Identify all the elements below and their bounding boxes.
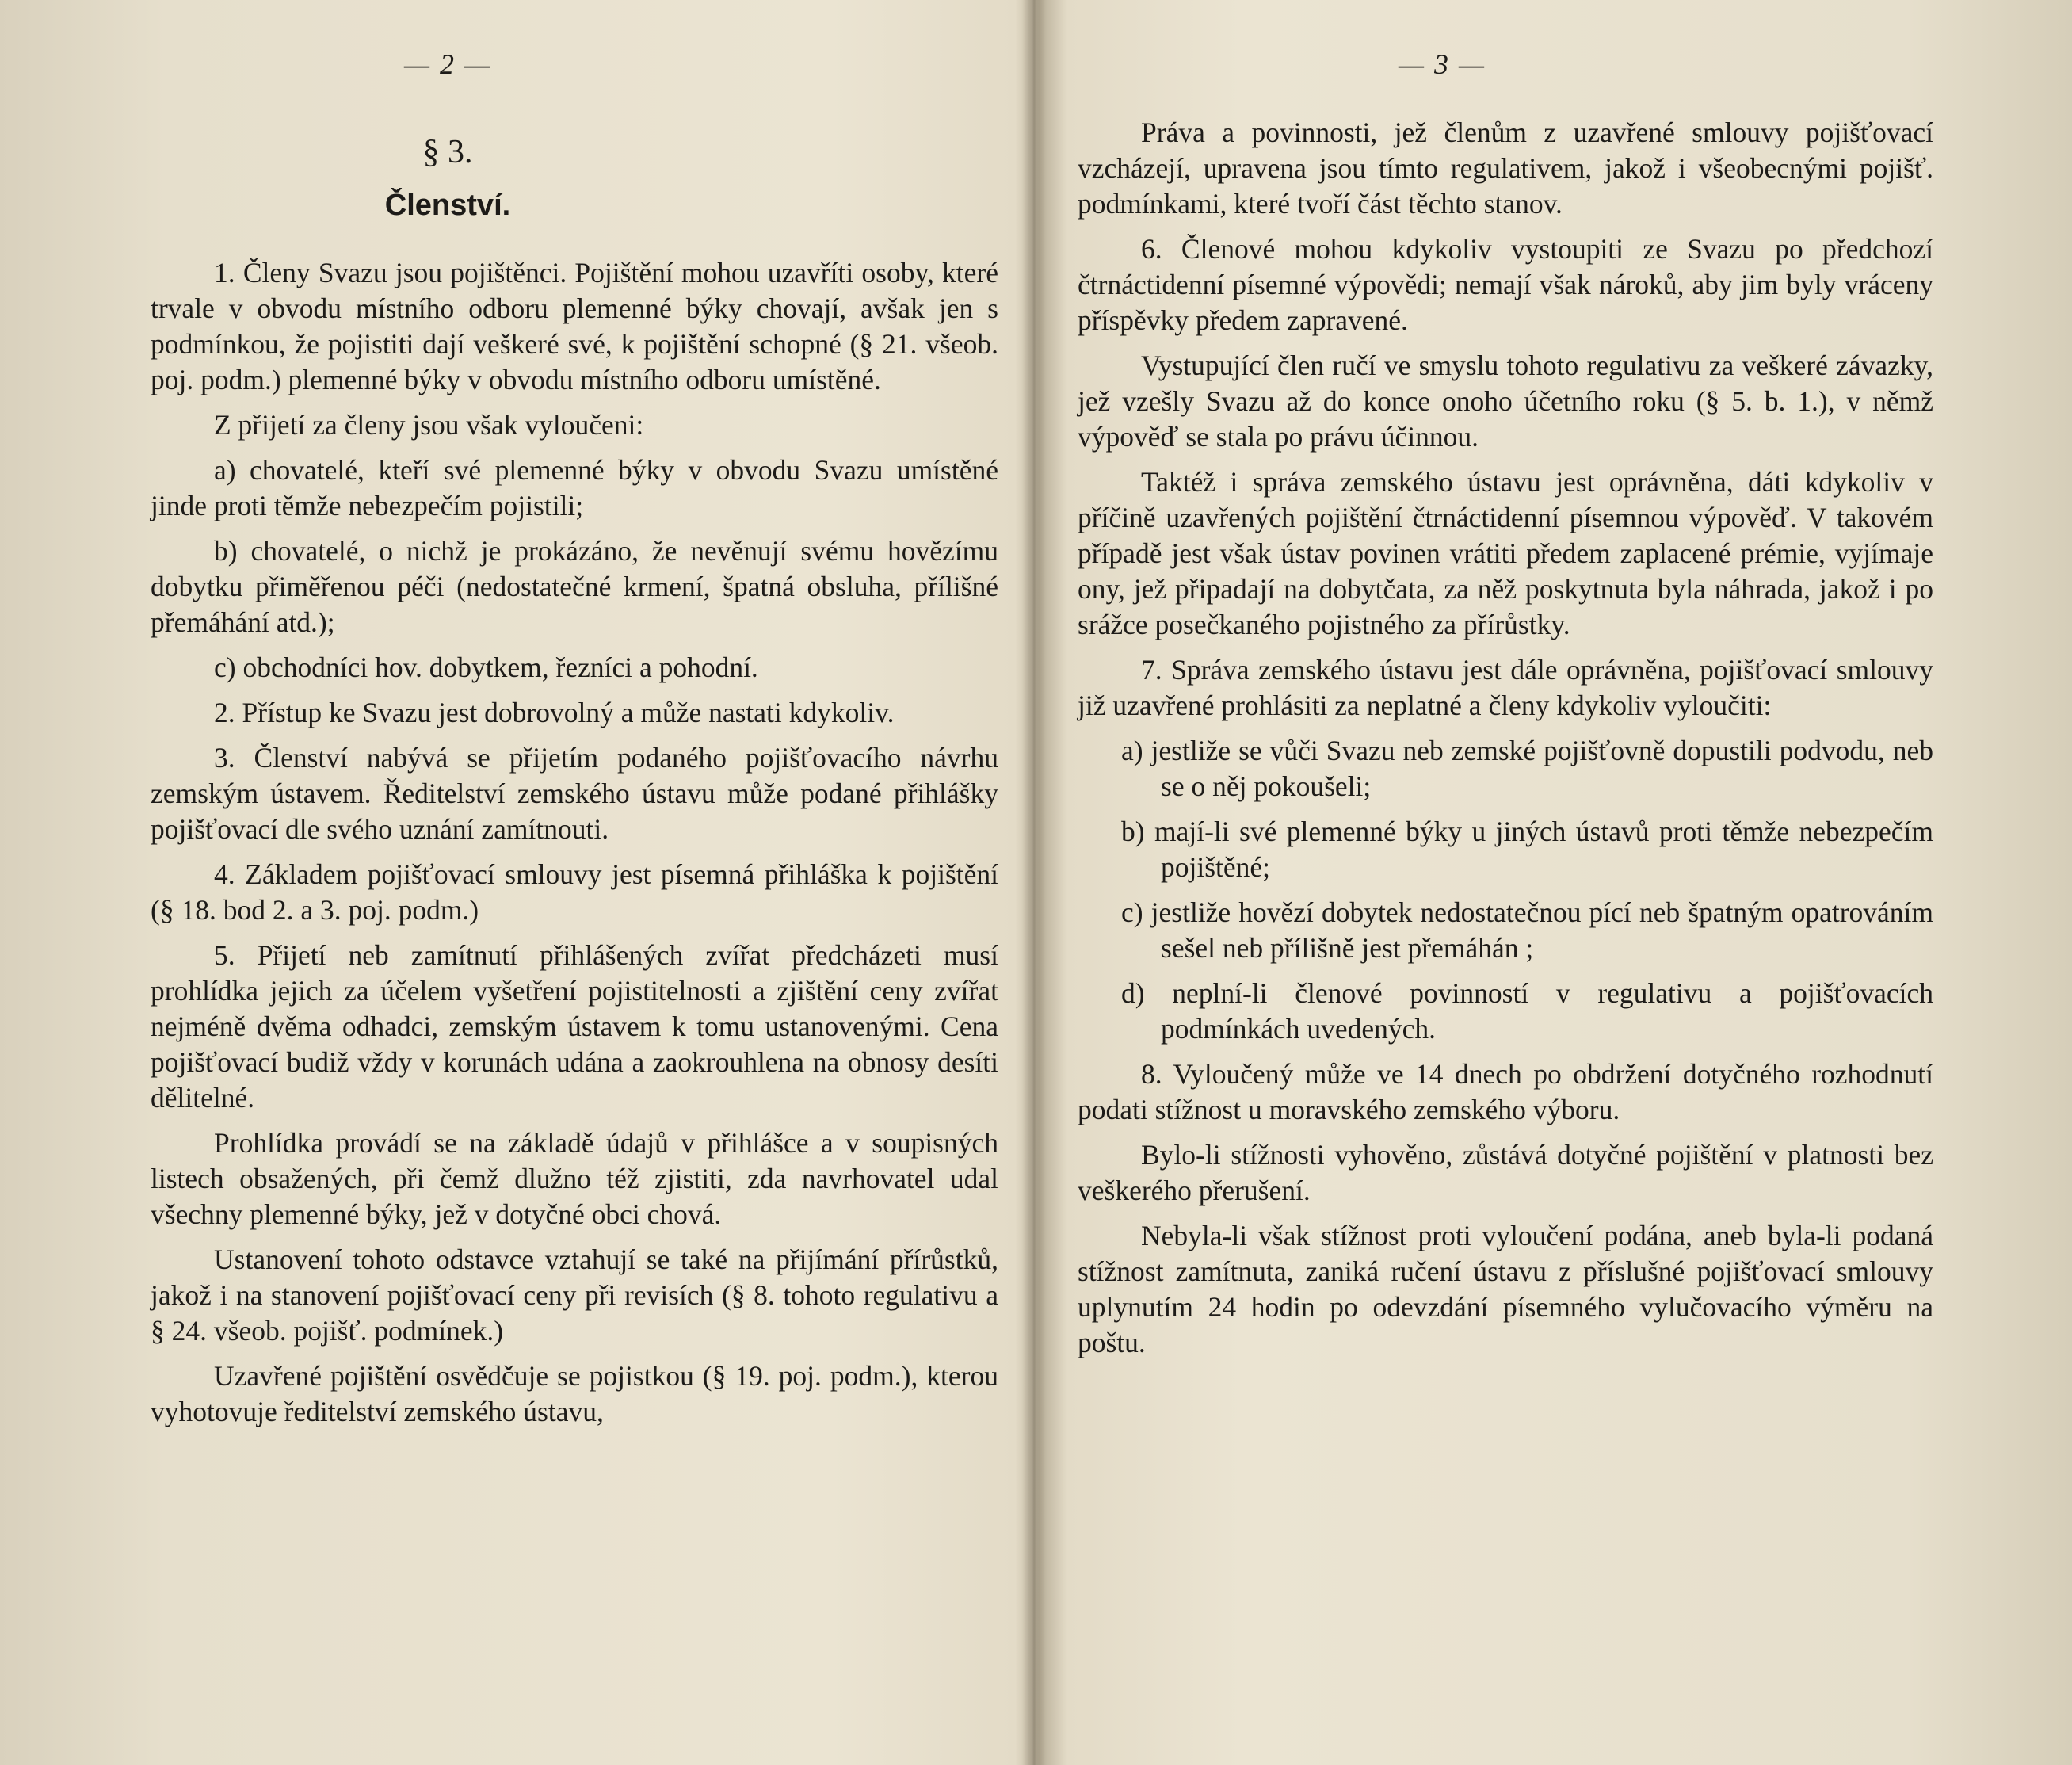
paragraph: Prohlídka provádí se na základě údajů v přihlášce a v soupisných listech obsažených, při čemž dlužno též zjistiti, zda navrhovatel udal všechny plemenné býky, jež v dotyčné obci chová. [151,1127,998,1230]
paragraph: 1. Členy Svazu jsou pojištěnci. Pojištění mohou uzavříti osoby, které trvale v obvodu místního odboru plemenné býky chovají, avšak jen s podmínkou, že pojistiti dají veškeré své, k pojištění schopné (§ 21. všeob. poj. podm.) plemenné býky v obvodu místního odboru umístěné. [151,257,998,395]
right-page [1078,0,1933,1765]
left-page-body [151,255,998,1439]
page-number: — 2 — [403,48,492,80]
paragraph: Vystupující člen ručí ve smyslu tohoto regulativu za veškeré závazky, jež vzešly Svazu až do konce onoho účetního roku (§ 5. b. 1.), v němž výpověď se stala po právu účinnou. [1078,350,1933,453]
list-item: b) chovatelé, o nichž je prokázáno, že nevěnují svému hovězímu dobytku přiměřenou péči (nedostatečné krmení, špatná obsluha, přílišné přemáhání atd.); [151,535,998,638]
paragraph: 6. Členové mohou kdykoliv vystoupiti ze Svazu po předchozí čtrnáctidenní písemné výpovědi; nemají však nároků, aby jim byly vráceny příspěvky předem zapravené. [1078,233,1933,336]
right-page-body [1078,115,1933,1370]
paragraph: 2. Přístup ke Svazu jest dobrovolný a může nastati kdykoliv. [214,697,895,728]
paragraph: 7. Správa zemského ústavu jest dále oprávněna, pojišťovací smlouvy již uzavřené prohlásiti za neplatné a členy kdykoliv vyloučiti: [1078,654,1933,721]
paragraph: 8. Vyloučený může ve 14 dnech po obdržení dotyčného rozhodnutí podati stížnost u moravského zemského výboru. [1078,1058,1933,1125]
list-item: b) mají-li své plemenné býky u jiných ústavů proti těmže nebezpečím pojištěné; [1121,816,1933,883]
list-item: a) chovatelé, kteří své plemenné býky v obvodu Svazu umístěné jinde proti těmže nebezpečím pojistili; [151,454,998,521]
paragraph: 3. Členství nabývá se přijetím podaného pojišťovacího návrhu zemským ústavem. Ředitelství zemského ústavu může podané přihlášky pojišťovací dle svého uznání zamítnouti. [151,742,998,845]
paragraph: 5. Přijetí neb zamítnutí přihlášených zvířat předcházeti musí prohlídka jejich za účelem vyšetření pojistitelnosti a zjištění ceny zvířat nejméně dvěma odhadci, zemským ústavem k tomu ustanovenými. Cena pojišťovací budiž vždy v korunách udána a zaokrouhlena na obnosy desíti dělitelné. [151,939,998,1114]
paragraph: Taktéž i správa zemského ústavu jest oprávněna, dáti kdykoliv v příčině uzavřených pojištění čtrnáctidenní písemnou výpověď. V takovém případě jest však ústav povinen vrátiti předem zaplacené prémie, vyjímaje ony, jež připadají na dobytčata, za něž poskytnuta byla náhrada, jakož i po srážce posečkaného pojistného za přírůstky. [1078,466,1933,640]
paragraph: Bylo-li stížnosti vyhověno, zůstává dotyčné pojištění v platnosti bez veškerého přerušení. [1078,1139,1933,1206]
list-item: d) neplní-li členové povinností v regulativu a pojišťovacích podmínkách uvedených. [1121,977,1933,1045]
paragraph: 4. Základem pojišťovací smlouvy jest písemná přihláška k pojištění (§ 18. bod 2. a 3. poj. podm.) [151,858,998,926]
section-mark: § 3. [422,134,473,170]
list-item: a) jestliže se vůči Svazu neb zemské pojišťovně dopustili podvodu, neb se o něj pokoušeli; [1121,735,1933,802]
left-page [151,0,998,1765]
book-gutter [1022,0,1046,1765]
paragraph: Práva a povinnosti, jež členům z uzavřené smlouvy pojišťovací vzcházejí, upravena jsou tímto regulativem, jakož i všeobecnými pojišť. podmínkami, které tvoří část těchto stanov. [1078,117,1933,220]
list-item: c) obchodníci hov. dobytkem, řezníci a pohodní. [214,651,758,683]
paragraph: Uzavřené pojištění osvědčuje se pojistkou (§ 19. poj. podm.), kterou vyhotovuje ředitelství zemského ústavu, [151,1360,998,1427]
list-item: c) jestliže hovězí dobytek nedostatečnou pící neb špatným opatrováním sešel neb přílišně jest přemáhán ; [1121,896,1933,964]
page-number: — 3 — [1398,48,1486,80]
paragraph: Nebyla-li však stížnost proti vyloučení podána, aneb byla-li podaná stížnost zamítnuta, zaniká ručení ústavu z příslušné pojišťovací smlouvy uplynutím 24 hodin po odevzdání písemného vylučovacího výměru na poštu. [1078,1220,1933,1358]
paragraph: Ustanovení tohoto odstavce vztahují se také na přijímání přírůstků, jakož i na stanovení pojišťovací ceny při revisích (§ 8. tohoto regulativu a § 24. všeob. pojišť. podmínek.) [151,1244,998,1347]
section-title: Členství. [384,189,511,222]
paragraph: Z přijetí za členy jsou však vyloučeni: [214,409,644,441]
